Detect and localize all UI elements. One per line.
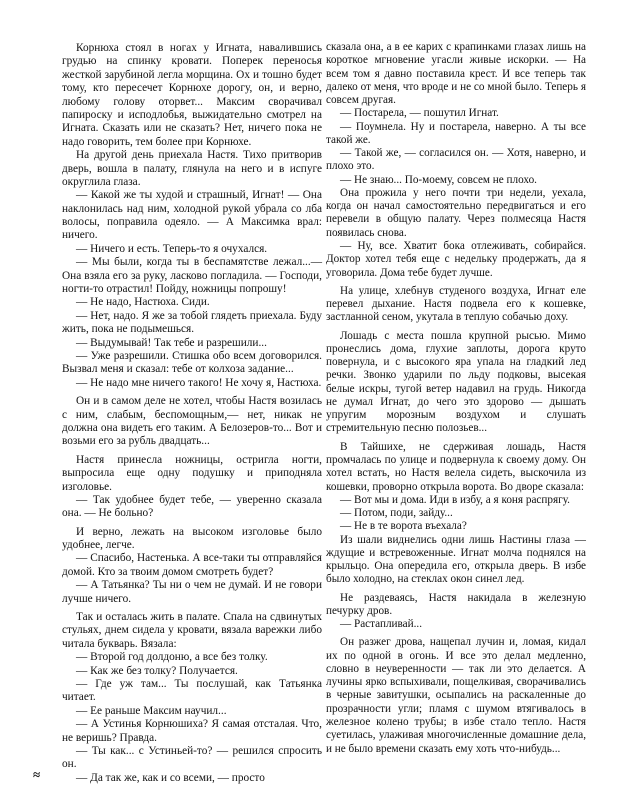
paragraph: — Постарела, — пошутил Игнат. [340,107,499,120]
page-mark: ≈ [33,767,41,782]
paragraph: — Такой же, — согласился он. — Хотя, наверно, и плохо это. [326,147,586,173]
paragraph: — Второй год долдоню, а все без толку. [76,651,268,664]
paragraph: Не раздеваясь, Настя накидала в железную печурку дров. [326,591,586,617]
paragraph: И верно, лежать на высоком изголовье было удобнее, легче. [62,525,322,552]
paragraph: — Не в те ворота въехала? [340,520,467,533]
paragraph: — Не знаю... По-моему, совсем не плохо. [340,173,537,186]
paragraph: — Какой же ты худой и страшный, Игнат! — Она наклонилась над ним, холодной рукой убрала со лба волосы, поправила одеяло. — А Максимка врал: ничего. [62,189,322,242]
paragraph: Настя принесла ножницы, остригла ногти, выпросила еще одну подушку и приподняла изголовье. [62,453,322,493]
paragraph: — Уже разрешили. Стишка обо всем договорился. Вызвал меня и сказал: тебе от колхоза задание... [62,349,322,376]
paragraph: Из шали виднелись одни лишь Настины глаза — ждущие и встревоженные. Игнат молча поднялся на крыльцо. Она опередила его, открыла дверь. В избе было холодно, на стеклах окон синел лед. [326,533,586,586]
paragraph: На другой день приехала Настя. Тихо притворив дверь, вошла в палату, глянула на него и в испуге округлила глаза. [62,149,322,188]
paragraph: — Спасибо, Настенька. А все-таки ты отправляйся домой. Кто за твоим домом смотреть будет? [62,552,322,578]
paragraph: — Где уж там... Ты послушай, как Татьянка читает. [62,677,322,704]
paragraph: — Мы были, когда ты в беспамятстве лежал...— Она взяла его за руку, ласково погладила. — Господи, ногти-то отрастил! Пойду, ножницы попрошу! [62,256,322,296]
paragraph: — Поумнела. Ну и постарела, наверно. А ты все такой же. [326,120,586,146]
paragraph: Так и осталась жить в палате. Спала на сдвинутых стульях, днем сидела у кровати, вязала варежки либо читала букварь. Вязала: [62,611,322,650]
paragraph: сказала она, а в ее карих с крапинками глазах лишь на короткое мгновение угасли живые искорки. — На всем том я давно поставила крест. И все теперь так далеко от меня, что вроде и не со мной было. Теперь я совсем другая. [326,41,586,107]
paragraph: — Не надо, Настюха. Сиди. [76,296,210,309]
paragraph: — А Татьянка? Ты ни о чем не думай. И не говори лучше ничего. [62,579,322,605]
paragraph: — Ты как... с Устиньей-то? — решился спросить он. [62,744,322,771]
paragraph: Корнюха стоял в ногах у Игната, навалившись грудью на спинку кровати. Поперек переносья жесткой зарубиной легла морщина. Ох и тошно будет тому, кто пересечет Корнюхе дорогу, он, и верно, любому голову оторвет... Максим сворачивал папироску и исподлобья, выжидательно смотрел на Игната. Сказать или не сказать? Нет, ничего пока не надо говорить, тем более при Корнюхе. [62,42,322,148]
right-column [326,41,586,756]
paragraph: — Потом, поди, зайду... [340,507,453,520]
paragraph: В Тайшихе, не сдерживая лошадь, Настя промчалась по улице и подвернула к своему дому. Он хотел встать, но Настя велела сидеть, выскочила из кошевки, проворно открыла ворота. Во дворе сказала: [326,440,586,493]
paragraph: — Ну, все. Хватит бока отлеживать, собирайся. Доктор хотел тебя еще с недельку продержать, да я уговорила. Дома тебе будет лучше. [326,239,586,279]
paragraph: Он и в самом деле не хотел, чтобы Настя возилась с ним, слабым, беспомощным,— нет, никак не должна она видеть его таким. А Белозеров-то... Вот и возьми его за рубль двадцать... [62,395,322,448]
paragraph: — Вот мы и дома. Иди в избу, а я коня распрягу. [340,493,570,506]
left-column [62,42,322,785]
paragraph: Лошадь с места пошла крупной рысью. Мимо пронеслись дома, глухие заплоты, дорога круто повернула, и с высокого яра упала на гладкий лед речки. Звонко ударили по льду подковы, высекая белые искры, тугой ветер надавил на грудь. Никогда не думал Игнат, до чего это здорово — дышать упругим морозным воздухом и слушать стремительную песню полозьев... [326,329,586,435]
paragraph: — Растапливай... [340,618,423,631]
paragraph: — Выдумывай! Так тебе и разрешили... [76,336,267,349]
paragraph: — Так удобнее будет тебе, — уверенно сказала она. — Не больно? [62,493,322,520]
paragraph: — Не надо мне ничего такого! Не хочу я, Настюха. [76,376,322,389]
paragraph: — Ничего и есть. Теперь-то я очухался. [76,242,268,255]
paragraph: Он разжег дрова, нащепал лучин и, ломая, кидал их по одной в огонь. И все это делал медленно, словно в неуверенности — так ли это делается. А лучины ярко вспыхивали, пощелкивая, сворачивались в черные завитушки, осыпались на раскаленные до прозрачности угли; пламя с шумом втягивалось в железное колено трубы; в избе стало тепло. Настя суетилась, улаживая многочисленные домашние дела, и не было времени сказать ему хоть что-нибудь... [326,636,586,755]
paragraph: — Как же без толку? Получается. [76,664,238,677]
paragraph: На улице, хлебнув студеного воздуха, Игнат еле перевел дыхание. Настя подвела его к кошевке, застланной сеном, укутала в теплую собачью доху. [326,284,586,324]
paragraph: — А Устинья Корнюшиха? Я самая отсталая. Что, не веришь? Правда. [62,718,322,744]
paragraph: Она прожила у него почти три недели, уехала, когда он начал самостоятельно передвигаться и его перевели в общую палату. Через полмесяца Настя появилась снова. [326,186,586,239]
paragraph: — Да так же, как и со всеми, — просто [76,771,265,784]
paragraph: — Ее раньше Максим научил... [76,704,227,717]
paragraph: — Нет, надо. Я же за тобой глядеть приехала. Буду жить, пока не подымешься. [62,309,322,336]
